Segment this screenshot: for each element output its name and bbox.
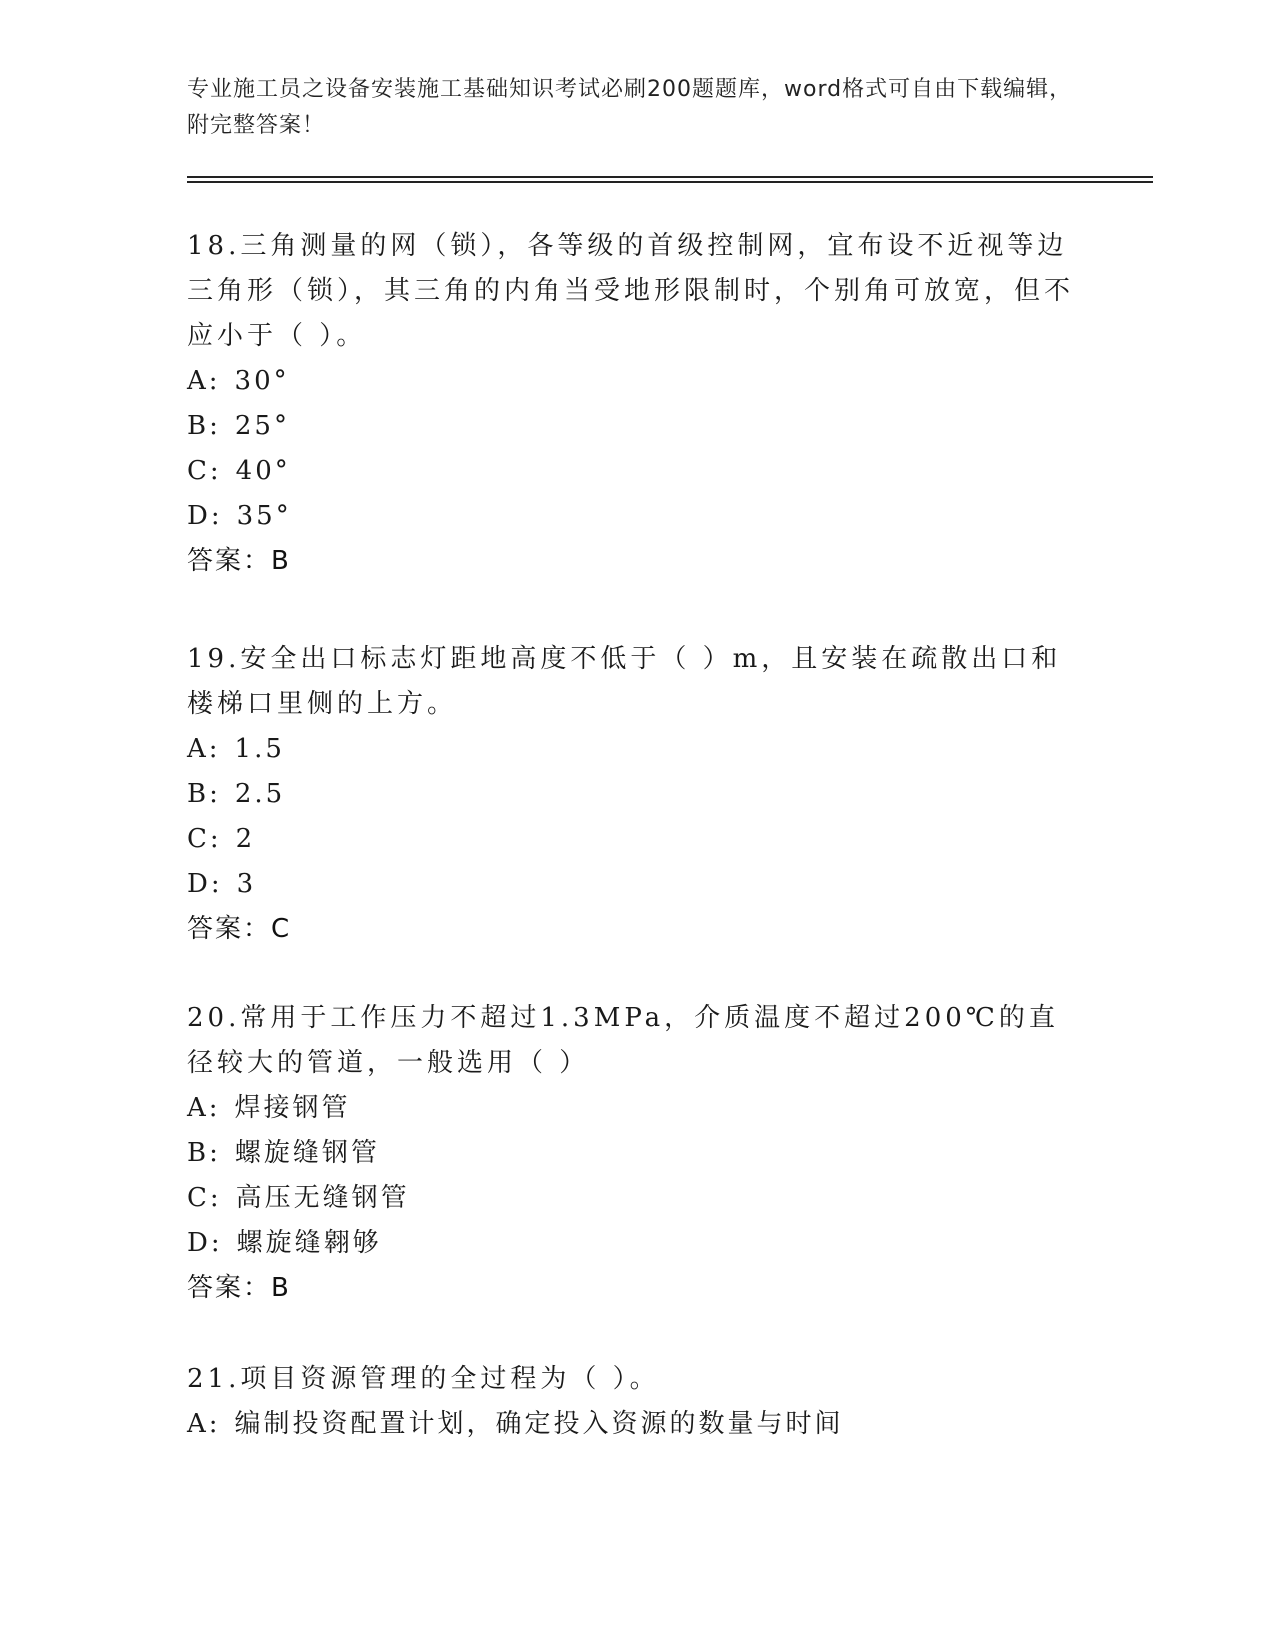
option-a	[187, 359, 1087, 404]
option-key: C:	[187, 456, 222, 486]
option-text: 40°	[235, 456, 291, 486]
option-key: C:	[187, 824, 222, 854]
option-a	[187, 1086, 1087, 1131]
option-text: 高压无缝钢管	[235, 1183, 410, 1213]
question-stem: 20.常用于工作压力不超过1.3MPa，介质温度不超过200℃的直径较大的管道，一般选用（ ）	[187, 1003, 1059, 1078]
option-key: D:	[187, 869, 223, 899]
header-divider-top	[187, 176, 1153, 178]
option-b	[187, 1131, 1087, 1176]
option-text: 25°	[234, 411, 290, 441]
option-key: A:	[187, 734, 221, 764]
option-text: 3	[236, 869, 257, 899]
option-key: B:	[187, 779, 221, 809]
option-key: D:	[187, 1228, 223, 1258]
option-key: A:	[187, 1093, 221, 1123]
option-text: 35°	[236, 501, 292, 531]
document-header: 专业施工员之设备安装施工基础知识考试必刷200题题库，word格式可自由下载编辑，附完整答案！	[187, 77, 1073, 138]
question-21	[187, 1357, 1087, 1447]
option-key: D:	[187, 501, 223, 531]
question-20	[187, 996, 1087, 1311]
question-stem: 18.三角测量的网（锁），各等级的首级控制网，宜布设不近视等边三角形（锁），其三角的内角当受地形限制时，个别角可放宽，但不应小于（ ）。	[187, 231, 1075, 351]
option-text: 螺旋缝钢管	[234, 1138, 380, 1168]
answer-line: 答案：B	[187, 546, 291, 576]
question-19	[187, 637, 1087, 952]
question-18	[187, 224, 1087, 584]
option-text: 30°	[234, 366, 290, 396]
question-stem: 21.项目资源管理的全过程为（ ）。	[187, 1364, 660, 1394]
answer-line: 答案：B	[187, 1273, 291, 1303]
option-text: 焊接钢管	[234, 1093, 351, 1123]
option-d	[187, 1221, 1087, 1266]
option-a	[187, 1402, 1087, 1447]
option-a	[187, 727, 1087, 772]
answer-line: 答案：C	[187, 914, 292, 944]
question-stem: 19.安全出口标志灯距地高度不低于（ ）m，且安装在疏散出口和楼梯口里侧的上方。	[187, 644, 1062, 719]
option-key: B:	[187, 1138, 221, 1168]
header-divider-bottom	[187, 181, 1153, 183]
option-b	[187, 404, 1087, 449]
option-text: 编制投资配置计划，确定投入资源的数量与时间	[234, 1409, 844, 1439]
option-text: 2.5	[234, 779, 286, 809]
option-d	[187, 494, 1087, 539]
option-c	[187, 1176, 1087, 1221]
option-key: B:	[187, 411, 221, 441]
option-key: A:	[187, 366, 221, 396]
option-text: 螺旋缝翱够	[236, 1228, 382, 1258]
option-text: 1.5	[234, 734, 285, 764]
option-key: C:	[187, 1183, 222, 1213]
option-c	[187, 449, 1087, 494]
option-key: A:	[187, 1409, 221, 1439]
option-b	[187, 772, 1087, 817]
option-c	[187, 817, 1087, 862]
option-d	[187, 862, 1087, 907]
option-text: 2	[235, 824, 256, 854]
